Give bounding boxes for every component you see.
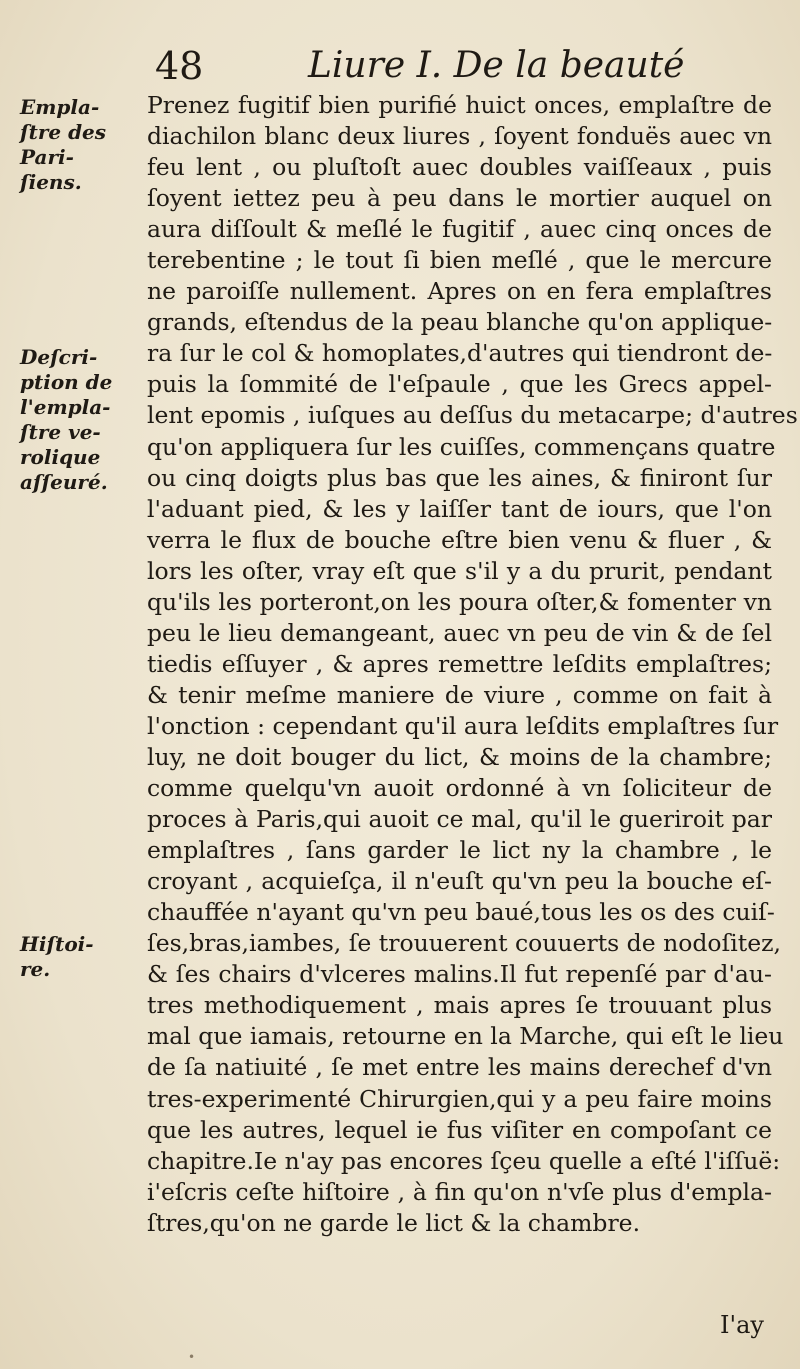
text-line: de ſa natiuité , ſe met entre les mains derechef d'vn xyxy=(147,1053,772,1082)
text-line: diachilon blanc deux liures , ſoyent fonduës auec vn xyxy=(147,122,772,151)
text-line: chauffée n'ayant qu'vn peu baué,tous les os des cuiſ- xyxy=(147,898,775,927)
catchword: I'ay xyxy=(720,1311,764,1339)
text-line: ſtres,qu'on ne garde le lict & la chambre. xyxy=(147,1208,641,1237)
text-line: tiedis eſſuyer , & apres remettre leſdits emplaſtres; xyxy=(147,649,772,678)
margin-note-line: l'empla- xyxy=(20,395,111,419)
margin-note-line: Deſcri- xyxy=(20,345,98,369)
text-line: tres-experimenté Chirurgien,qui y a peu faire moins xyxy=(147,1084,772,1113)
text-line: grands, eſtendus de la peau blanche qu'on applique- xyxy=(147,308,773,337)
text-line: que les autres, lequel ie fus viſiter en compoſant ce xyxy=(147,1115,772,1144)
text-line: tres methodiquement , mais apres ſe trouuant plus xyxy=(147,991,772,1020)
text-line: terebentine ; le tout ſi bien meſlé , que le mercure xyxy=(147,246,772,275)
text-line: ne paroiſſe nullement. Apres on en fera emplaſtres xyxy=(147,277,772,306)
body-text xyxy=(147,90,798,1239)
page-number: 48 xyxy=(155,44,204,88)
text-line: verra le flux de bouche eſtre bien venu & fluer , & xyxy=(147,525,772,554)
text-line: mal que iamais, retourne en la Marche, qui eſt le lieu xyxy=(147,1022,784,1051)
text-line: peu le lieu demangeant, auec vn peu de vin & de ſel xyxy=(147,618,772,647)
text-line: croyant , acquieſça, il n'euſt qu'vn peu la bouche eſ- xyxy=(147,867,772,896)
margin-notes xyxy=(0,0,145,1369)
text-line: l'aduant pied, & les y laiſſer tant de iours, que l'on xyxy=(147,494,772,523)
text-line: lors les oſter, vray eſt que s'il y a du prurit, pendant xyxy=(147,556,772,585)
text-line: emplaſtres , ſans garder le lict ny la chambre , le xyxy=(147,836,772,865)
text-line: i'eſcris ceſte hiſtoire , à fin qu'on n'vſe plus d'empla- xyxy=(147,1177,772,1206)
text-line: Prenez fugitif bien purifié huict onces, emplaſtre de xyxy=(147,91,772,119)
text-line: aura diſſoult & meſlé le fugitif , auec cinq onces de xyxy=(147,215,772,244)
margin-note-line: ſtre ve- xyxy=(20,420,101,444)
text-line: qu'on appliquera ſur les cuiſſes, commençans quatre xyxy=(147,432,776,461)
margin-note-line: aſſeuré. xyxy=(20,470,108,494)
text-line: ſes,bras,iambes, ſe trouuerent couuerts de nodoſitez, xyxy=(147,929,781,958)
text-line: ou cinq doigts plus bas que les aines, & finiront ſur xyxy=(147,463,772,492)
margin-note-line: Empla- xyxy=(20,95,100,119)
text-line: feu lent , ou pluſtoſt auec doubles vaiſſeaux , puis xyxy=(147,153,772,182)
margin-note-emplastre-des-parisiens xyxy=(20,95,145,195)
text-line: comme quelqu'vn auoit ordonné à vn ſoliciteur de xyxy=(147,774,772,803)
margin-note-line: ſtre des xyxy=(20,120,107,144)
text-line: & tenir meſme maniere de viure , comme on fait à xyxy=(147,680,772,709)
ink-dot-icon: • xyxy=(188,1350,196,1364)
text-line: proces à Paris,qui auoit ce mal, qu'il le gueriroit par xyxy=(147,805,772,834)
text-line: ſoyent iettez peu à peu dans le mortier auquel on xyxy=(147,184,772,213)
text-line: qu'ils les porteront,on les poura oſter,& fomenter vn xyxy=(147,587,772,616)
margin-note-histoire xyxy=(20,932,145,982)
margin-note-description xyxy=(20,345,145,495)
text-line: & ſes chairs d'vlceres malins.Il fut repenſé par d'au- xyxy=(147,960,772,989)
running-head: Liure I. De la beauté xyxy=(308,45,685,86)
text-line: ra ſur le col & homoplates,d'autres qui tiendront de- xyxy=(147,339,773,368)
text-line: lent epomis , iuſques au deſſus du metacarpe; d'autres xyxy=(147,401,798,430)
text-line: l'onction : cependant qu'il aura leſdits emplaſtres ſur xyxy=(147,711,779,740)
text-line: chapitre.Ie n'ay pas encores ſçeu quelle a eſté l'iſſuë: xyxy=(147,1146,781,1175)
margin-note-line: Hiſtoi- xyxy=(20,932,94,956)
margin-note-line: Pari- xyxy=(20,145,74,169)
margin-note-line: re. xyxy=(20,957,51,981)
margin-note-line: ſiens. xyxy=(20,170,82,194)
text-line: puis la ſommité de l'eſpaule , que les Grecs appel- xyxy=(147,370,772,399)
text-line: luy, ne doit bouger du lict, & moins de la chambre; xyxy=(147,742,772,771)
margin-note-line: ption de xyxy=(20,370,113,394)
margin-note-line: rolique xyxy=(20,445,101,469)
